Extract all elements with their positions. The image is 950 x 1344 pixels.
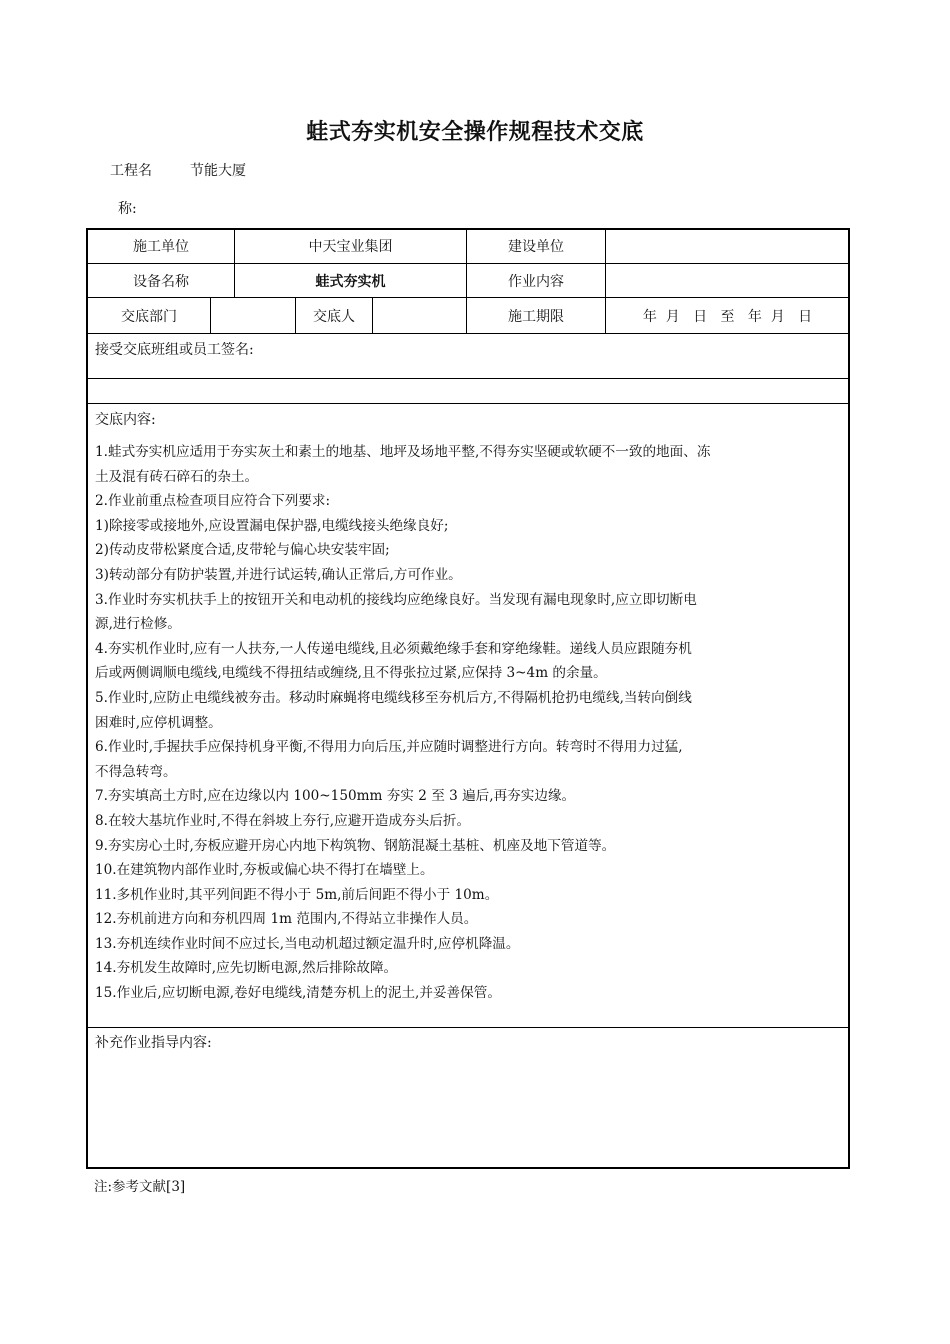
construction-unit-label: 施工单位 xyxy=(133,239,189,255)
content-line: 1)除接零或接地外,应设置漏电保护器,电缆线接头绝缘良好; xyxy=(95,517,449,534)
content-line: 10.在建筑物内部作业时,夯板或偏心块不得打在墙壁上。 xyxy=(95,862,434,879)
content-line: 5.作业时,应防止电缆线被夯击。移动时麻蝇将电缆线移至夯机后方,不得隔机抢扔电缆线,当转向倒线 xyxy=(95,689,692,706)
content-line: 8.在较大基坑作业时,不得在斜坡上夯行,应避开造成夯头后折。 xyxy=(95,812,471,829)
disclosure-dept-value xyxy=(211,298,295,333)
row-divider xyxy=(87,378,850,379)
disclosure-dept-label: 交底部门 xyxy=(121,308,177,325)
content-line: 3.作业时夯实机扶手上的按钮开关和电动机的接线均应绝缘良好。当发现有漏电现象时,应立即切断电 xyxy=(95,591,697,608)
content-line: 后或两侧调顺电缆线,电缆线不得扭结或缠绕,且不得张拉过紧,应保持 3~4m 的余量。 xyxy=(95,665,607,682)
discloser-label: 交底人 xyxy=(313,308,355,325)
content-line: 不得急转弯。 xyxy=(95,763,177,780)
content-line: 2.作业前重点检查项目应符合下列要求: xyxy=(95,493,331,510)
content-line: 6.作业时,手握扶手应保持机身平衡,不得用力向后压,并应随时调整进行方向。转弯时不得用力过猛, xyxy=(95,739,683,756)
project-name-value: 节能大厦 xyxy=(190,163,246,179)
content-label: 交底内容: xyxy=(95,412,156,428)
content-line: 14.夯机发生故障时,应先切断电源,然后排除故障。 xyxy=(95,960,398,977)
reference-note: 注:参考文献[3] xyxy=(94,1179,186,1195)
content-line: 15.作业后,应切断电源,卷好电缆线,清楚夯机上的泥土,并妥善保管。 xyxy=(95,985,501,1002)
content-line: 3)转动部分有防护装置,并进行试运转,确认正常后,方可作业。 xyxy=(95,566,462,583)
project-name-label-cont: 称: xyxy=(118,201,137,217)
discloser-value xyxy=(373,298,466,333)
builder-unit-value xyxy=(606,229,849,263)
signature-label: 接受交底班组或员工签名: xyxy=(95,342,254,358)
work-content-label: 作业内容 xyxy=(508,273,564,290)
construction-period-value: 年 月 日 至 年 月 日 xyxy=(642,308,813,325)
work-content-value xyxy=(606,264,849,297)
content-line: 4.夯实机作业时,应有一人扶夯,一人传递电缆线,且必须戴绝缘手套和穿绝缘鞋。递线人员应跟随夯机 xyxy=(95,640,692,657)
content-line: 12.夯机前进方向和夯机四周 1m 范围内,不得站立非操作人员。 xyxy=(95,911,478,928)
content-line: 土及混有砖石碎石的杂土。 xyxy=(95,468,259,485)
equipment-name-label: 设备名称 xyxy=(133,273,189,290)
content-line: 2)传动皮带松紧度合适,皮带轮与偏心块安装牢固; xyxy=(95,542,390,559)
content-line: 困难时,应停机调整。 xyxy=(95,714,222,731)
content-line: 9.夯实房心土时,夯板应避开房心内地下构筑物、钢筋混凝土基桩、机座及地下管道等。 xyxy=(95,837,616,854)
content-line: 7.夯实填高土方时,应在边缘以内 100~150mm 夯实 2 至 3 遍后,再夯实边缘。 xyxy=(95,788,576,805)
document-title: 蛙式夯实机安全操作规程技术交底 xyxy=(306,120,644,145)
project-name-label: 工程名 xyxy=(110,163,152,179)
disclosure-content xyxy=(95,440,845,1006)
construction-period-label: 施工期限 xyxy=(508,308,564,325)
equipment-name-value: 蛙式夯实机 xyxy=(315,273,386,290)
content-line: 1.蛙式夯实机应适用于夯实灰土和素土的地基、地坪及场地平整,不得夯实坚硬或软硬不一致的地面、冻 xyxy=(95,444,711,460)
content-line: 源,进行检修。 xyxy=(95,616,181,633)
supplement-label: 补充作业指导内容: xyxy=(95,1035,212,1051)
construction-unit-value: 中天宝业集团 xyxy=(308,239,393,255)
builder-unit-label: 建设单位 xyxy=(508,239,564,255)
content-line: 11.多机作业时,其平列间距不得小于 5m,前后间距不得小于 10m。 xyxy=(95,886,499,903)
content-line: 13.夯机连续作业时间不应过长,当电动机超过额定温升时,应停机降温。 xyxy=(95,935,520,952)
